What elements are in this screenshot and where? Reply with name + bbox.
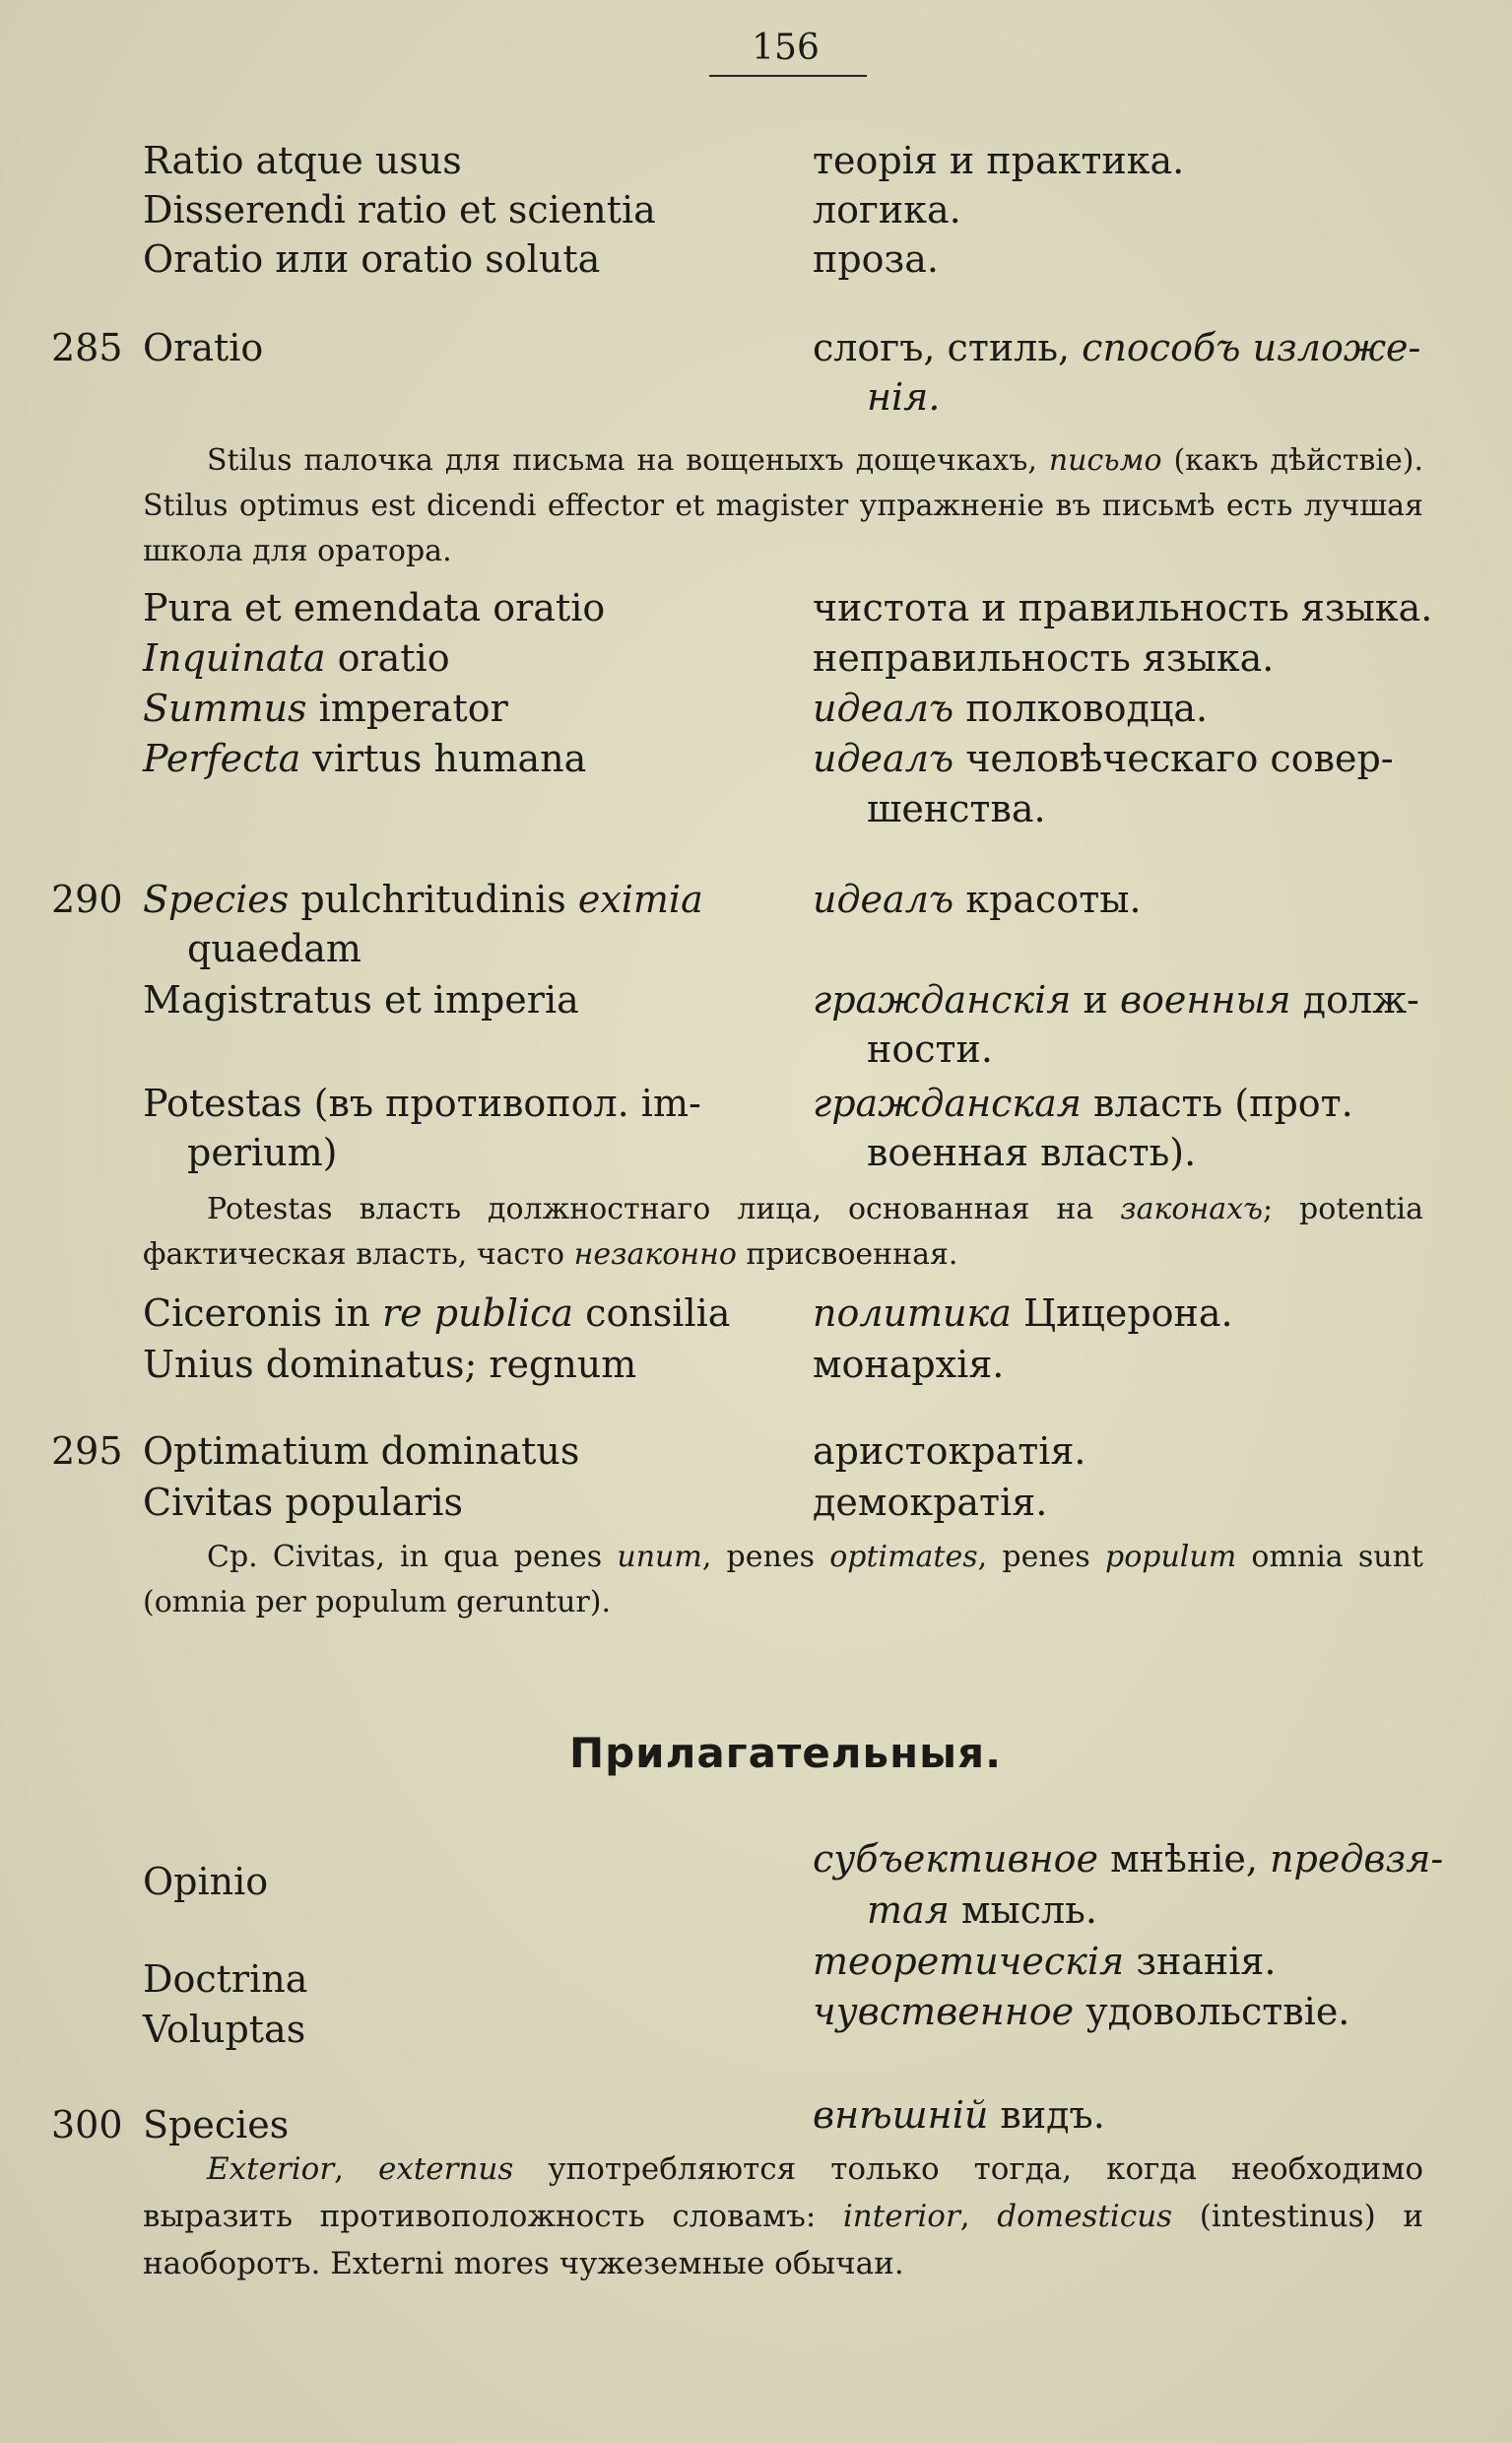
latin-term-cont: perium) — [187, 1131, 338, 1174]
russian-translation-cont: шенства. — [867, 787, 1046, 830]
entry-number: 300 — [51, 2103, 123, 2146]
russian-translation: логика. — [813, 188, 961, 231]
latin-term: Perfecta virtus humana — [143, 737, 587, 780]
russian-translation-cont: нія. — [867, 375, 941, 419]
latin-term: Summus imperator — [143, 687, 508, 730]
note-civitas: Ср. Civitas, in qua penes unum, penes optimates, penes populum omnia sunt (omnia per populum geruntur). — [143, 1540, 1423, 1619]
latin-term: Disserendi ratio et scientia — [143, 188, 656, 231]
russian-translation: демократія. — [813, 1481, 1048, 1524]
russian-translation: неправильность языка. — [813, 636, 1275, 680]
latin-term: Voluptas — [143, 2008, 306, 2051]
latin-term: Pura et emendata oratio — [143, 586, 606, 629]
russian-translation-cont: военная власть). — [867, 1131, 1197, 1174]
russian-translation: теоретическія знанія. — [813, 1940, 1277, 1983]
page-number: 156 — [752, 28, 820, 68]
russian-translation-cont: тая мысль. — [867, 1888, 1097, 1932]
russian-translation: идеалъ красоты. — [813, 878, 1142, 921]
russian-translation: политика Цицерона. — [813, 1291, 1233, 1335]
russian-translation: субъективное мнѣніе, предвзя- — [813, 1837, 1444, 1881]
russian-translation: гражданская власть (прот. — [813, 1082, 1353, 1125]
latin-term: Civitas popularis — [143, 1481, 463, 1524]
russian-translation: идеалъ полководца. — [813, 687, 1209, 730]
note-potestas: Potestas власть должностнаго лица, основанная на законахъ; potentia фактическая власть, часто незаконно присвоенная. — [143, 1192, 1423, 1272]
russian-translation: внѣшній видъ. — [813, 2093, 1105, 2137]
latin-term: Ratio atque usus — [143, 139, 462, 182]
latin-term: Species pulchritudinis eximia — [143, 878, 703, 921]
latin-term: Species — [143, 2103, 290, 2146]
latin-term: Opinio — [143, 1860, 269, 1903]
russian-translation: гражданскія и военныя долж- — [813, 978, 1419, 1022]
latin-term: Unius dominatus; regnum — [143, 1343, 637, 1386]
section-heading: Прилагательныя. — [568, 1729, 1003, 1777]
russian-translation: чувственное удовольствіе. — [813, 1990, 1350, 2033]
entry-number: 290 — [51, 878, 123, 921]
russian-translation-cont: ности. — [867, 1027, 993, 1071]
entry-number: 295 — [51, 1429, 123, 1473]
russian-translation: проза. — [813, 237, 939, 281]
russian-translation: теорія и практика. — [813, 139, 1185, 182]
latin-term: Oratio или oratio soluta — [143, 237, 601, 281]
latin-term: Inquinata oratio — [143, 636, 450, 680]
latin-term-cont: quaedam — [187, 927, 362, 970]
russian-translation: аристократія. — [813, 1429, 1086, 1473]
note-stilus: Stilus палочка для письма на вощеныхъ дощечкахъ, письмо (какъ дѣйствіе). Stilus optimus est dicendi effector et magister упражненіе въ письмѣ есть лучшая школа для оратора. — [143, 443, 1423, 568]
entry-number: 285 — [51, 326, 123, 369]
latin-term: Magistratus et imperia — [143, 978, 579, 1022]
page-number-rule — [709, 75, 867, 77]
latin-term: Doctrina — [143, 1957, 308, 2001]
russian-translation: слогъ, стиль, способъ изложе- — [813, 326, 1421, 369]
russian-translation: идеалъ человѣческаго совер- — [813, 737, 1394, 780]
note-exterior: Exterior, externus употребляются только тогда, когда необходимо выразить противоположность словамъ: interior, domesticus (intestinus) и наоборотъ. Externi mores чужеземные обычаи. — [143, 2151, 1423, 2281]
russian-translation: монархія. — [813, 1343, 1005, 1386]
latin-term: Potestas (въ противопол. im- — [143, 1082, 701, 1125]
latin-term: Optimatium dominatus — [143, 1429, 580, 1473]
latin-term: Oratio — [143, 326, 264, 369]
russian-translation: чистота и правильность языка. — [813, 586, 1433, 629]
latin-term: Ciceronis in re publica consilia — [143, 1291, 731, 1335]
